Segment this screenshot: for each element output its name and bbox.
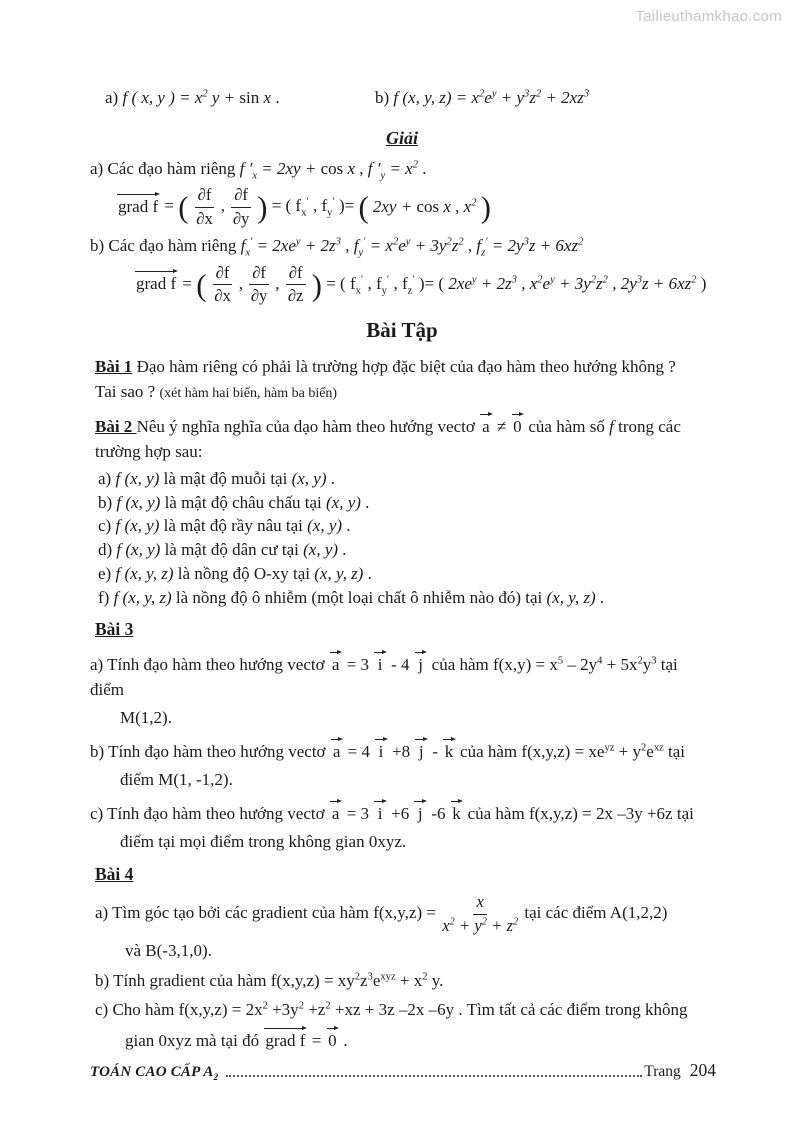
exercise-2: [90, 411, 714, 610]
exercise-2-item-d: d) f (x, y) là mật độ dân cư tại (x, y) .: [98, 540, 347, 560]
footer-page-number: 204: [689, 1060, 716, 1080]
exercise-3a-line-1: a) Tính đạo hàm theo hướng vectơ a = 3 i - 4 j của hàm $f(x,y) = x^5 - 2y^4 + 5x^2y^3$ tại điểm: [90, 649, 714, 703]
exercise-3b-line-1: b) Tính đạo hàm theo hướng vectơ a = 4 i +8 j - k của hàm $f(x,y,z) = xe^{yz} + y^2e^{xz}$ tại: [90, 736, 714, 765]
exercise-3b-line-2: điểm M(1, -1,2).: [120, 769, 233, 789]
exercise-2-item-a: a) f (x, y) là mật độ muỗi tại (x, y) .: [98, 468, 335, 488]
exercise-2-item-b: b) f (x, y) là mật độ châu chấu tại (x, y) .: [98, 492, 370, 512]
exercise-1-line-1: Bài 1 Đạo hàm riêng có phải là trường hợp đặc biệt của đạo hàm theo hướng không ?: [95, 356, 676, 376]
solution-heading: Giải: [385, 127, 418, 148]
page-content: [90, 86, 714, 1055]
solution-a-derivatives: a) Các đạo hàm riêng f $'_x = 2xy + \cos x$ , f $'_y = x^2$ .: [90, 158, 427, 182]
exercise-3c-line-2: điểm tại mọi điểm trong không gian 0xyz.: [120, 831, 407, 851]
exercise-3a-line-2: M(1,2).: [120, 707, 172, 727]
exercise-2-item-f: f) f (x, y, z) là nồng độ ô nhiễm (một loại chất ô nhiễm nào đó) tại (x, y, z) .: [98, 587, 605, 607]
watermark: Tailieuthamkhao.com: [635, 8, 782, 25]
example-function-b: b) f (x, y, $z) = x^2e^y + y^3z^2 + 2xz^3$: [375, 88, 590, 107]
exercise-2-list: [98, 467, 714, 610]
exercise-4-label-text: Bài 4: [95, 864, 134, 885]
exercise-3-label-text: Bài 3: [95, 619, 134, 640]
exercise-1-line-2: Tai sao ? (xét hàm hai biến, hàm ba biến): [95, 382, 338, 402]
example-function-a: a) f ( x, y ) = $x^2$ y + sin x .: [105, 88, 280, 107]
exercise-2-line-2: trường hợp sau:: [95, 442, 203, 462]
exercise-2-line-1: Bài 2 Nêu ý nghĩa nghĩa của dạo hàm theo hướng vectơ a ≠ 0 của hàm số f trong các: [95, 411, 714, 440]
solution-a-gradient-formula: grad f = ( $\frac{\partial f}{\partial x}$ , $\frac{\partial f}{\partial y}$ ) = ( $f_x'$ , $f_y'$ )= ( 2xy + cos x , $x^2$ ): [118, 185, 491, 229]
exercise-4a-line-2: và B(-3,1,0).: [125, 941, 212, 961]
page-footer: [90, 1060, 716, 1081]
footer-book-title: TOÁN CAO CẤP $A_2$: [90, 1064, 219, 1083]
exercise-4c-line-2: gian 0xyz mà tại đó grad f = 0 .: [125, 1025, 714, 1054]
footer-dotted-leader: [226, 1075, 642, 1077]
example-functions-row: [90, 86, 714, 111]
exercise-2-item-c: c) f (x, y) là mật độ rầy nâu tại (x, y) .: [98, 516, 351, 536]
exercises-heading: Bài Tập: [366, 318, 438, 343]
exercise-2-item-e: e) f (x, y, z) là nồng độ O-xy tại (x, y, z) .: [98, 563, 372, 583]
solution-b-derivatives: b) Các đạo hàm riêng $f_x' = 2xe^y + 2z^3$ , $f_y' = x^2e^y + 3y^2z^2$ , $f_z' = 2y^3z + 6xz^2$: [90, 236, 584, 259]
exercise-1: [90, 354, 714, 405]
exercise-4c-line-1: c) Cho hàm $f(x,y,z) = 2x^2 +3y^2 +z^2 +xz + 3z$ –2x –6y . Tìm tất cả các điểm trong không: [95, 1000, 688, 1020]
exercise-3: [90, 617, 714, 854]
exercise-3-label: [95, 617, 714, 642]
exercise-4a-line-1: a) Tìm góc tạo bởi các gradient của hàm f(x,y,z) = $\frac{x}{x^2 + y^2 + z^2}$ tại các điểm A(1,2,2): [95, 891, 668, 935]
footer-page-label: Trang: [644, 1063, 681, 1080]
exercise-4: [90, 862, 714, 1053]
exercise-4-label: [95, 862, 714, 887]
exercise-3c-line-1: c) Tính đạo hàm theo hướng vectơ a = 3 i +6 j -6 k của hàm f(x,y,z) = 2x –3y +6z tại: [90, 798, 714, 827]
exercise-4b-line-1: b) Tính gradient của hàm $f(x,y,z) = xy^2z^3e^{xyz} + x^2$ y.: [95, 970, 444, 990]
solution-b-gradient-formula: grad f = ( $\frac{\partial f}{\partial x}$ , $\frac{\partial f}{\partial y}$ , $\frac{\partial f}{\partial z}$ ) = ( $f_x'$ , $f_y'$ , $f_z'$ )= ( $2xe^y + 2z^3$ , $x^2e^y + 3y^2z^2$ , $2y^3z + 6xz^2$ ): [136, 262, 707, 306]
